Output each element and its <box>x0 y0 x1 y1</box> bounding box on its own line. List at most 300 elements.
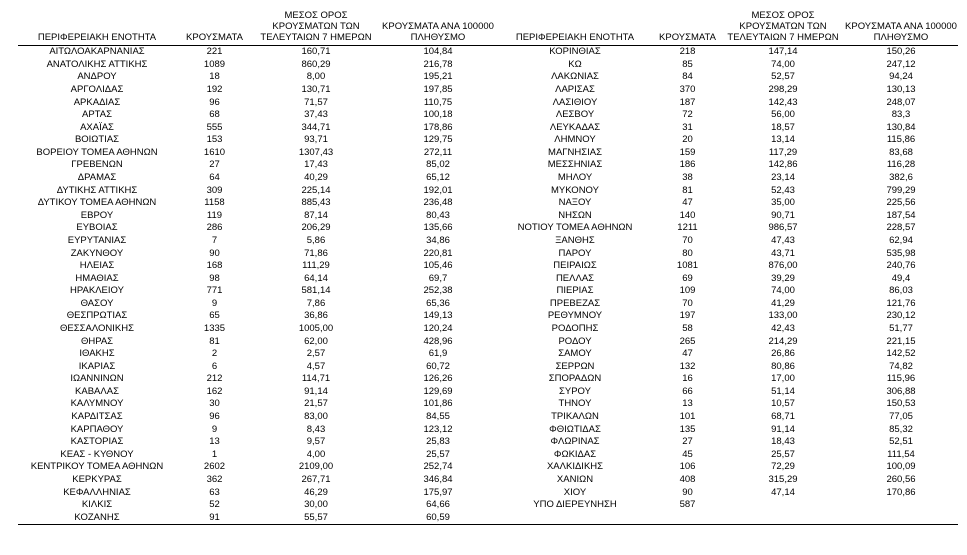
region-cell-right: ΧΑΛΚΙΔΙΚΗΣ <box>546 461 604 473</box>
cases-cell-left: 309 <box>206 184 223 196</box>
per100k-cell-left: 61,9 <box>428 348 448 360</box>
cases-cell-right: 135 <box>679 423 696 435</box>
table-row <box>18 474 958 487</box>
table-row <box>18 260 958 273</box>
per100k-cell-right: 187,54 <box>886 209 916 221</box>
table-row <box>18 411 958 424</box>
avg7-cell-left: 30,00 <box>304 499 328 511</box>
per100k-cell-left: 346,84 <box>423 473 453 485</box>
per100k-cell-right: 62,94 <box>889 234 913 246</box>
cases-cell-left: 90 <box>209 247 220 259</box>
cases-cell-left: 63 <box>209 486 220 498</box>
per100k-cell-left: 65,12 <box>426 172 450 184</box>
table-row <box>18 159 958 172</box>
cases-cell-right: 1211 <box>677 222 698 234</box>
cases-table <box>18 10 958 525</box>
per100k-cell-right: 130,13 <box>886 84 916 96</box>
cases-cell-right: 90 <box>682 486 693 498</box>
per100k-cell-left: 84,55 <box>426 411 450 423</box>
per100k-cell-right: 74,82 <box>889 360 913 372</box>
region-cell-right: ΦΘΙΩΤΙΔΑΣ <box>549 423 601 435</box>
region-cell-left: ΚΑΒΑΛΑΣ <box>75 385 119 397</box>
avg7-cell-right: 41,29 <box>771 297 795 309</box>
region-cell-right: ΛΑΚΩΝΙΑΣ <box>551 71 599 83</box>
header-avg7-left: ΜΕΣΟΣ ΟΡΟΣ ΚΡΟΥΣΜΑΤΩΝ ΤΩΝ ΤΕΛΕΥΤΑΙΩΝ 7 ΗΜΕΡΩΝ <box>253 10 379 46</box>
region-cell-left: ΘΕΣΣΑΛΟΝΙΚΗΣ <box>60 323 134 334</box>
per100k-cell-left: 129,69 <box>423 385 453 397</box>
cases-cell-left: 65 <box>209 310 220 322</box>
region-cell-right: ΝΟΤΙΟΥ ΤΟΜΕΑ ΑΘΗΝΩΝ <box>517 222 633 234</box>
region-cell-left: ΚΙΛΚΙΣ <box>81 499 113 511</box>
avg7-cell-right: 52,57 <box>771 71 795 83</box>
avg7-cell-right: 56,00 <box>771 109 795 121</box>
region-cell-right: ΣΠΟΡΑΔΩΝ <box>548 373 602 385</box>
table-row <box>18 348 958 361</box>
per100k-cell-right: 52,51 <box>889 436 913 448</box>
cases-cell-right: 58 <box>682 323 693 334</box>
per100k-cell-right: 799,29 <box>886 184 916 196</box>
table-row <box>18 147 958 160</box>
cases-cell-left: 18 <box>209 71 220 83</box>
per100k-cell-right: 115,96 <box>886 373 916 385</box>
avg7-cell-right <box>722 511 844 524</box>
per100k-cell-right: 230,12 <box>886 310 916 322</box>
per100k-cell-left: 123,12 <box>423 423 453 435</box>
avg7-cell-right: 142,43 <box>768 96 798 108</box>
cases-cell-left: 1 <box>211 448 218 460</box>
avg7-cell-left: 111,29 <box>302 260 330 272</box>
per100k-cell-left: 25,57 <box>426 448 450 460</box>
per100k-cell-left: 272,11 <box>423 146 453 158</box>
avg7-cell-right: 315,29 <box>768 473 798 485</box>
per100k-cell-right: 535,98 <box>886 247 916 259</box>
per100k-cell-left: 105,46 <box>423 260 453 272</box>
cases-cell-left: 30 <box>209 398 220 410</box>
table-row <box>18 121 958 134</box>
avg7-cell-left: 225,14 <box>301 184 331 196</box>
per100k-cell-right: 382,6 <box>889 172 913 184</box>
region-cell-left: ΗΜΑΘΙΑΣ <box>75 272 119 284</box>
avg7-cell-left: 581,14 <box>301 285 331 297</box>
region-cell-left: ΑΡΓΟΛΙΔΑΣ <box>70 84 124 96</box>
cases-cell-right: 31 <box>682 121 693 133</box>
avg7-cell-left: 55,57 <box>253 511 379 524</box>
avg7-cell-left: 2109,00 <box>298 461 334 473</box>
region-cell-right: ΠΡΕΒΕΖΑΣ <box>549 297 601 309</box>
per100k-cell-right <box>844 511 958 524</box>
region-cell-right: ΠΙΕΡΙΑΣ <box>556 285 594 297</box>
region-cell-right: ΛΕΥΚΑΔΑΣ <box>549 121 601 133</box>
region-cell-left: ΔΥΤΙΚΗΣ ΑΤΤΙΚΗΣ <box>56 184 138 196</box>
per100k-cell-right: 121,76 <box>886 297 916 309</box>
avg7-cell-right: 986,57 <box>768 222 798 234</box>
table-row <box>18 96 958 109</box>
per100k-cell-right: 221,15 <box>886 335 916 347</box>
avg7-cell-right: 52,43 <box>771 184 795 196</box>
per100k-cell-left: 60,72 <box>426 360 450 372</box>
cases-cell-right: 16 <box>682 373 693 385</box>
region-cell-right: ΦΛΩΡΙΝΑΣ <box>550 436 600 448</box>
cases-cell-right: 47 <box>682 197 693 209</box>
cases-cell-right: 81 <box>682 184 693 196</box>
cases-cell-right: 370 <box>679 84 696 96</box>
cases-cell-right: 13 <box>682 398 693 410</box>
region-cell-right: ΜΗΛΟΥ <box>557 172 593 184</box>
avg7-cell-right: 43,71 <box>771 247 795 259</box>
region-cell-right: ΧΑΝΙΩΝ <box>556 473 594 485</box>
per100k-cell-left: 129,75 <box>423 134 453 146</box>
per100k-cell-left: 236,48 <box>423 197 453 209</box>
region-cell-left: ΒΟΙΩΤΙΑΣ <box>74 134 120 146</box>
per100k-cell-right: 248,07 <box>886 96 916 108</box>
avg7-cell-left: 114,71 <box>301 373 331 385</box>
header-region-left: ΠΕΡΙΦΕΡΕΙΑΚΗ ΕΝΟΤΗΤΑ <box>18 10 176 46</box>
per100k-cell-right <box>844 499 958 512</box>
table-row <box>18 298 958 311</box>
table-row <box>18 323 958 336</box>
per100k-cell-right: 142,52 <box>886 348 916 360</box>
region-cell-left: ΚΑΣΤΟΡΙΑΣ <box>70 436 124 448</box>
region-cell-right: ΛΑΡΙΣΑΣ <box>555 84 595 96</box>
avg7-cell-left: 17,43 <box>304 159 328 171</box>
per100k-cell-left: 69,7 <box>428 272 448 284</box>
cases-cell-left: 96 <box>209 411 220 423</box>
table-row <box>18 184 958 197</box>
avg7-cell-right: 91,14 <box>771 423 795 435</box>
region-cell-left: ΚΕΦΑΛΛΗΝΙΑΣ <box>63 486 131 498</box>
cases-cell-right: 70 <box>682 234 693 246</box>
per100k-cell-left: 34,86 <box>426 234 450 246</box>
per100k-cell-right: 85,32 <box>889 423 913 435</box>
table-row <box>18 222 958 235</box>
avg7-cell-right: 47,43 <box>771 234 795 246</box>
cases-cell-left: 9 <box>211 297 218 309</box>
avg7-cell-right: 23,14 <box>771 172 795 184</box>
table-row <box>18 172 958 185</box>
region-cell-left: ΓΡΕΒΕΝΩΝ <box>71 159 123 171</box>
cases-cell-right: 197 <box>679 310 696 322</box>
per100k-cell-right: 115,86 <box>886 134 916 146</box>
avg7-cell-left: 160,71 <box>301 46 331 58</box>
region-cell-left: ΙΚΑΡΙΑΣ <box>78 360 116 372</box>
region-cell-right: ΛΗΜΝΟΥ <box>554 134 596 146</box>
region-cell-left: ΒΟΡΕΙΟΥ ΤΟΜΕΑ ΑΘΗΝΩΝ <box>36 146 158 158</box>
per100k-cell-left: 428,96 <box>423 335 453 347</box>
avg7-cell-right: 142,86 <box>768 159 798 171</box>
avg7-cell-right: 74,00 <box>771 285 795 297</box>
avg7-cell-left: 267,71 <box>301 473 331 485</box>
header-cases-left: ΚΡΟΥΣΜΑΤΑ <box>176 10 253 46</box>
cases-cell-left: 362 <box>206 473 223 485</box>
avg7-cell-right: 72,29 <box>771 461 795 473</box>
region-cell-right: ΥΠΟ ΔΙΕΡΕΥΝΗΣΗ <box>533 499 617 511</box>
avg7-cell-left: 860,29 <box>301 58 331 70</box>
avg7-cell-right: 47,14 <box>771 486 795 498</box>
avg7-cell-right: 18,57 <box>771 121 795 133</box>
table-row <box>18 84 958 97</box>
per100k-cell-right: 306,88 <box>886 385 916 397</box>
cases-cell-left: 153 <box>206 134 223 146</box>
header-per100k-right: ΚΡΟΥΣΜΑΤΑ ΑΝΑ 100000 ΠΛΗΘΥΣΜΟ <box>844 10 958 46</box>
table-row <box>18 235 958 248</box>
cases-cell-left: 555 <box>206 121 223 133</box>
cases-cell-left: 52 <box>209 499 220 511</box>
avg7-cell-right: 298,29 <box>768 84 798 96</box>
cases-cell-left: 2 <box>211 348 218 360</box>
region-cell-right: ΠΕΛΛΑΣ <box>555 272 595 284</box>
per100k-cell-left: 178,86 <box>423 121 453 133</box>
cases-cell-right: 187 <box>679 96 696 108</box>
per100k-cell-left: 104,84 <box>423 46 453 58</box>
region-cell-right: ΤΗΝΟΥ <box>558 398 592 410</box>
region-cell-left: ΚΟΖΑΝΗΣ <box>18 511 176 524</box>
per100k-cell-right: 225,56 <box>886 197 916 209</box>
cases-cell-left: 13 <box>209 436 220 448</box>
table-row <box>18 486 958 499</box>
region-cell-right: ΣΥΡΟΥ <box>559 385 591 397</box>
cases-cell-left: 221 <box>206 46 223 58</box>
cases-cell-right: 72 <box>682 109 693 121</box>
cases-cell-left: 212 <box>206 373 223 385</box>
avg7-cell-left: 83,00 <box>304 411 328 423</box>
region-cell-right: ΜΑΓΝΗΣΙΑΣ <box>548 146 602 158</box>
avg7-cell-right: 214,29 <box>768 335 798 347</box>
avg7-cell-left: 71,57 <box>304 96 328 108</box>
region-cell-left: ΔΡΑΜΑΣ <box>77 172 117 184</box>
cases-cell-right: 47 <box>682 348 693 360</box>
table-row <box>18 398 958 411</box>
per100k-cell-left: 120,24 <box>423 323 453 334</box>
cases-cell-left: 96 <box>209 96 220 108</box>
region-cell-right: ΡΟΔΟΥ <box>558 335 592 347</box>
region-cell-right: ΜΕΣΣΗΝΙΑΣ <box>547 159 603 171</box>
cases-cell-right: 66 <box>682 385 693 397</box>
cases-cell-right: 265 <box>679 335 696 347</box>
avg7-cell-right: 133,00 <box>768 310 798 322</box>
region-cell-left: ΘΕΣΠΡΩΤΙΑΣ <box>66 310 128 322</box>
table-row <box>18 360 958 373</box>
region-cell-left: ΚΑΛΥΜΝΟΥ <box>70 398 124 410</box>
per100k-cell-right: 77,05 <box>889 411 913 423</box>
table-row <box>18 373 958 386</box>
region-cell-left: ΗΛΕΙΑΣ <box>79 260 115 272</box>
cases-cell-right: 101 <box>679 411 696 423</box>
avg7-cell-right: 25,57 <box>771 448 795 460</box>
region-cell-right: ΚΟΡΙΝΘΙΑΣ <box>549 46 601 58</box>
region-cell-left: ΘΗΡΑΣ <box>80 335 114 347</box>
region-cell-left: ΘΑΣΟΥ <box>80 297 114 309</box>
region-cell-right: ΡΕΘΥΜΝΟΥ <box>547 310 603 322</box>
per100k-cell-right: 150,26 <box>886 46 916 58</box>
table-row <box>18 46 958 59</box>
cases-cell-right <box>653 511 722 524</box>
avg7-cell-left: 4,00 <box>306 448 326 460</box>
table-row <box>18 310 958 323</box>
region-cell-right: ΝΑΞΟΥ <box>558 197 592 209</box>
avg7-cell-left: 46,29 <box>304 486 328 498</box>
table-row <box>18 285 958 298</box>
avg7-cell-left: 8,00 <box>306 71 326 83</box>
table-row <box>18 71 958 84</box>
avg7-cell-left: 93,71 <box>304 134 328 146</box>
region-cell-right: ΧΙΟΥ <box>563 486 587 498</box>
per100k-cell-right: 116,28 <box>886 159 916 171</box>
avg7-cell-right: 18,43 <box>771 436 795 448</box>
region-cell-left: ΑΝΑΤΟΛΙΚΗΣ ΑΤΤΙΚΗΣ <box>46 58 148 70</box>
region-cell-right: ΠΑΡΟΥ <box>558 247 592 259</box>
cases-cell-right: 186 <box>679 159 696 171</box>
avg7-cell-left: 8,43 <box>306 423 326 435</box>
avg7-cell-right: 51,14 <box>771 385 795 397</box>
region-cell-right: ΚΩ <box>568 58 582 70</box>
cases-cell-right: 218 <box>679 46 696 58</box>
per100k-cell-left: 149,13 <box>423 310 453 322</box>
per100k-cell-right: 49,4 <box>891 272 911 284</box>
cases-cell-right: 159 <box>679 146 696 158</box>
per100k-cell-left: 110,75 <box>423 96 453 108</box>
avg7-cell-right: 68,71 <box>771 411 795 423</box>
avg7-cell-right: 42,43 <box>771 323 795 334</box>
avg7-cell-left: 91,14 <box>304 385 328 397</box>
avg7-cell-right: 80,86 <box>771 360 795 372</box>
region-cell-right: ΠΕΙΡΑΙΩΣ <box>553 260 597 272</box>
cases-cell-right: 85 <box>682 58 693 70</box>
cases-cell-left: 9 <box>211 423 218 435</box>
cases-cell-right: 70 <box>682 297 693 309</box>
cases-cell-left: 68 <box>209 109 220 121</box>
avg7-cell-right: 74,00 <box>771 58 795 70</box>
cases-cell-right: 408 <box>679 473 696 485</box>
avg7-cell-left: 40,29 <box>304 172 328 184</box>
per100k-cell-right: 83,68 <box>889 146 913 158</box>
table-row <box>18 511 958 524</box>
per100k-cell-right: 150,53 <box>886 398 916 410</box>
per100k-cell-left: 126,26 <box>423 373 453 385</box>
cases-cell-right: 587 <box>679 499 696 511</box>
per100k-cell-left: 85,02 <box>426 159 450 171</box>
per100k-cell-left: 25,83 <box>426 436 450 448</box>
avg7-cell-right: 876,00 <box>768 260 798 272</box>
cases-cell-right: 80 <box>682 247 693 259</box>
cases-cell-right: 38 <box>682 172 693 184</box>
per100k-cell-right: 170,86 <box>886 486 916 498</box>
avg7-cell-left: 37,43 <box>304 109 328 121</box>
avg7-cell-left: 885,43 <box>301 197 331 209</box>
region-cell-left: ΑΙΤΩΛΟΑΚΑΡΝΑΝΙΑΣ <box>49 46 145 58</box>
region-cell-right: ΡΟΔΟΠΗΣ <box>551 323 599 334</box>
region-cell-left: ΙΘΑΚΗΣ <box>79 348 115 360</box>
per100k-cell-right: 130,84 <box>886 121 916 133</box>
cases-cell-right: 140 <box>679 209 696 221</box>
table-row <box>18 386 958 399</box>
avg7-cell-right: 39,29 <box>771 272 795 284</box>
header-per100k-left: ΚΡΟΥΣΜΑΤΑ ΑΝΑ 100000 ΠΛΗΘΥΣΜΟ <box>379 10 497 46</box>
avg7-cell-left: 5,86 <box>306 234 326 246</box>
per100k-cell-left: 65,36 <box>426 297 450 309</box>
cases-cell-left: 27 <box>209 159 220 171</box>
cases-cell-left: 91 <box>176 511 253 524</box>
avg7-cell-left: 130,71 <box>301 84 331 96</box>
region-cell-left: ΑΝΔΡΟΥ <box>77 71 117 83</box>
per100k-cell-left: 195,21 <box>423 71 453 83</box>
per100k-cell-left: 135,66 <box>423 222 453 234</box>
cases-cell-right: 132 <box>679 360 696 372</box>
table-row <box>18 109 958 122</box>
per100k-cell-right: 94,24 <box>889 71 913 83</box>
region-cell-left: ΚΕΡΚΥΡΑΣ <box>72 473 122 485</box>
per100k-cell-left: 175,97 <box>423 486 453 498</box>
cases-cell-right: 45 <box>682 448 693 460</box>
avg7-cell-left: 206,29 <box>301 222 331 234</box>
avg7-cell-right: 13,14 <box>771 134 795 146</box>
per100k-cell-right: 228,57 <box>886 222 916 234</box>
per100k-cell-left: 216,78 <box>423 58 453 70</box>
table-row <box>18 449 958 462</box>
table-row <box>18 197 958 210</box>
table-row <box>18 59 958 72</box>
avg7-cell-right: 35,00 <box>771 197 795 209</box>
cases-cell-left: 162 <box>206 385 223 397</box>
avg7-cell-left: 7,86 <box>306 297 326 309</box>
region-cell-right: ΣΕΡΡΩΝ <box>555 360 595 372</box>
cases-cell-right: 69 <box>682 272 693 284</box>
avg7-cell-right: 17,00 <box>771 373 795 385</box>
avg7-cell-left: 36,86 <box>304 310 328 322</box>
region-cell-left: ΑΧΑΪΑΣ <box>80 121 114 133</box>
cases-cell-left: 1610 <box>203 146 226 158</box>
region-cell-right: ΜΥΚΟΝΟΥ <box>551 184 599 196</box>
avg7-cell-right: 10,57 <box>771 398 795 410</box>
per100k-cell-right: 83,3 <box>891 109 911 121</box>
cases-cell-left: 1335 <box>203 323 226 334</box>
cases-cell-right: 109 <box>679 285 696 297</box>
region-cell-right: ΛΑΣΙΘΙΟΥ <box>552 96 598 108</box>
region-cell-left: ΖΑΚΥΝΘΟΥ <box>70 247 124 259</box>
per100k-cell-left: 100,18 <box>423 109 453 121</box>
per100k-cell-left: 252,38 <box>423 285 453 297</box>
avg7-cell-right <box>722 499 844 512</box>
region-cell-left: ΚΕΑΣ - ΚΥΘΝΟΥ <box>60 448 134 460</box>
cases-cell-left: 7 <box>211 234 218 246</box>
avg7-cell-right: 90,71 <box>771 209 795 221</box>
cases-cell-left: 1089 <box>203 58 226 70</box>
region-cell-left: ΚΑΡΔΙΤΣΑΣ <box>71 411 123 423</box>
region-cell-left: ΕΒΡΟΥ <box>80 209 114 221</box>
avg7-cell-left: 4,57 <box>306 360 326 372</box>
avg7-cell-right: 147,14 <box>768 46 798 58</box>
table-row <box>18 210 958 223</box>
header-row <box>18 10 958 46</box>
avg7-cell-right: 26,86 <box>771 348 795 360</box>
per100k-cell-right: 247,12 <box>886 58 916 70</box>
per100k-cell-right: 86,03 <box>889 285 913 297</box>
table-row <box>18 499 958 512</box>
avg7-cell-left: 1307,43 <box>298 146 334 158</box>
region-cell-left: ΔΥΤΙΚΟΥ ΤΟΜΕΑ ΑΘΗΝΩΝ <box>37 197 157 209</box>
cases-cell-left: 192 <box>206 84 223 96</box>
region-cell-right: ΤΡΙΚΑΛΩΝ <box>551 411 599 423</box>
avg7-cell-left: 1005,00 <box>298 323 334 334</box>
cases-cell-left: 771 <box>206 285 223 297</box>
per100k-cell-right: 240,76 <box>886 260 916 272</box>
region-cell-right <box>497 511 653 524</box>
region-cell-left: ΚΑΡΠΑΘΟΥ <box>70 423 124 435</box>
avg7-cell-left: 9,57 <box>306 436 326 448</box>
table-row <box>18 461 958 474</box>
cases-cell-left: 286 <box>206 222 223 234</box>
avg7-cell-left: 62,00 <box>304 335 328 347</box>
region-cell-left: ΗΡΑΚΛΕΙΟΥ <box>70 285 124 297</box>
